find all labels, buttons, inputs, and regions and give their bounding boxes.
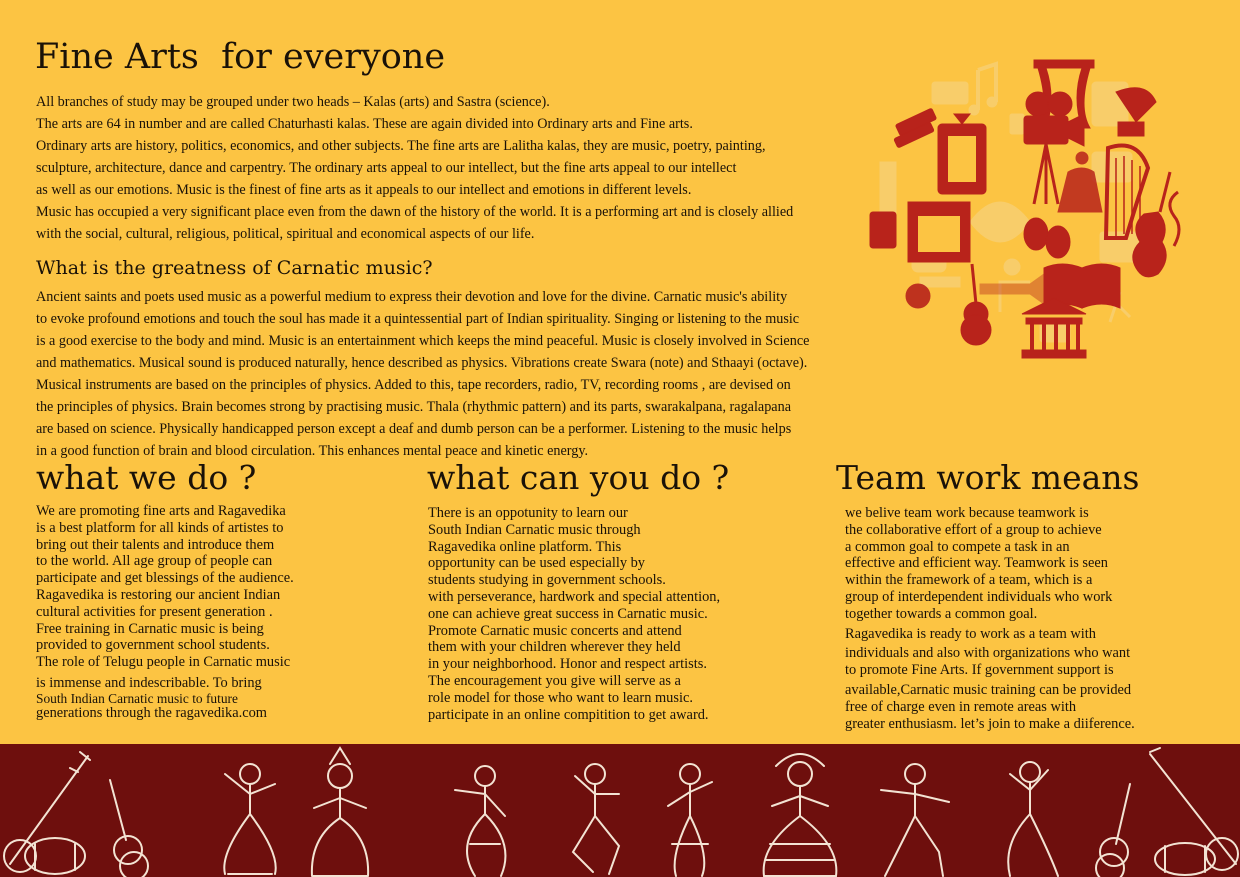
- column-line: opportunity can be used especially by: [428, 555, 645, 572]
- column-line: effective and efficient way. Teamwork is seen: [845, 555, 1108, 572]
- intro-line: sculpture, architecture, dance and carpentry. The ordinary arts appeal to our intellect, but the fine arts appeal to our intellect: [36, 160, 737, 176]
- mridangam-icon: [1155, 843, 1215, 875]
- dancer-figure: [1008, 762, 1058, 876]
- column-line: greater enthusiasm. let’s join to make a diiference.: [845, 715, 1135, 732]
- arts-collage-icon: [860, 52, 1190, 362]
- veena-icon: [1150, 748, 1238, 870]
- column-line: within the framework of a team, which is a: [845, 572, 1093, 589]
- column-line: provided to government school students.: [36, 637, 270, 654]
- greatness-line: and mathematics. Musical sound is produced naturally, hence described as physics. Vibrations create Swara (note) and Sthaayi (octave).: [36, 355, 808, 371]
- greatness-line: in a good function of brain and blood circulation. This enhances mental peace and kinetic energy.: [36, 443, 589, 459]
- column-line: free of charge even in remote areas with: [845, 698, 1077, 715]
- violin-icon: [1133, 172, 1170, 277]
- column-line: role model for those who want to learn music.: [428, 689, 693, 706]
- what-can-you-do-text: [428, 505, 720, 723]
- intro-line: All branches of study may be grouped under two heads – Kalas (arts) and Sastra (science).: [36, 94, 550, 110]
- theatre-masks-icon: [1024, 218, 1070, 258]
- column-line: The encouragement you give will serve as a: [428, 672, 681, 689]
- column-line: together towards a common goal.: [845, 605, 1038, 622]
- column-line: to promote Fine Arts. If government support is: [845, 662, 1114, 679]
- column-line: generations through the ragavedika.com: [36, 704, 267, 721]
- column-line: The role of Telugu people in Carnatic music: [36, 654, 291, 671]
- intro-paragraph: [36, 91, 793, 245]
- team-work-text: [845, 505, 1135, 732]
- mridangam-icon: [25, 838, 85, 874]
- heading-what-we-do: what we do ?: [36, 458, 257, 497]
- column-line: is immense and indescribable. To bring: [36, 674, 262, 691]
- guitar-icon: [1096, 784, 1130, 877]
- column-line: group of interdependent individuals who work: [845, 588, 1113, 605]
- dancers-band: [0, 744, 1240, 877]
- heading-what-can-you-do: what can you do ?: [427, 458, 730, 497]
- greatness-line: the principles of physics. Brain becomes strong by practising music. Thala (rhythmic pattern) and its parts, swarakalpana, ragalapana: [36, 399, 791, 415]
- column-line: participate and get blessings of the audience.: [36, 570, 294, 587]
- column-line: them with your children wherever they held: [428, 639, 681, 656]
- column-line: There is an oppotunity to learn our: [428, 505, 628, 521]
- column-line: Ragavedika online platform. This: [428, 538, 622, 555]
- section-heading-greatness: What is the greatness of Carnatic music?: [36, 257, 433, 279]
- guitar-icon: [961, 264, 991, 345]
- picture-frame-icon: [938, 114, 986, 194]
- dancer-figure: [764, 754, 837, 876]
- column-line: is a best platform for all kinds of artistes to: [36, 519, 284, 536]
- column-line: individuals and also with organizations who want: [845, 645, 1131, 662]
- intro-line: The arts are 64 in number and are called Chaturhasti kalas. These are again divided into Ordinary arts and Fine arts.: [36, 116, 693, 132]
- guitar-icon: [110, 780, 148, 877]
- column-line: bring out their talents and introduce them: [36, 536, 275, 553]
- column-line: Ragavedika is restoring our ancient Indian: [36, 586, 281, 603]
- intro-line: Ordinary arts are history, politics, economics, and other subjects. The fine arts are Lalitha kalas, they are music, poetry, painting,: [36, 138, 766, 154]
- intro-line: Music has occupied a very significant place even from the dawn of the history of the world. It is a performing art and is closely allied: [36, 204, 794, 220]
- greatness-line: to evoke profound emotions and touch the soul has made it a quintessential part of Indian spirituality. Singing or listening to the music: [36, 311, 800, 327]
- column-line: to the world. All age group of people can: [36, 553, 273, 570]
- column-line: with perseverance, hardwork and special attention,: [428, 588, 721, 605]
- dancer-silhouette-icon: [0, 744, 1240, 877]
- column-line: participate in an online compitition to get award.: [428, 706, 709, 723]
- dancer-figure: [573, 764, 619, 874]
- column-line: We are promoting fine arts and Ragavedika: [36, 503, 286, 519]
- temple-building-icon: [1022, 298, 1086, 358]
- intro-line: as well as our emotions. Music is the finest of fine arts as it appeals to our intellect and emotions in different levels.: [36, 182, 692, 198]
- dancer-figure: [224, 764, 275, 874]
- dancer-figure: [668, 764, 712, 876]
- column-line: South Indian Carnatic music to future: [36, 690, 238, 706]
- greatness-line: is a good exercise to the body and mind. Music is an entertainment which keeps the mind peaceful. Music is closely involved in Science: [36, 333, 810, 349]
- column-line: in your neighborhood. Honor and respect artists.: [428, 656, 707, 673]
- column-line: South Indian Carnatic music through: [428, 521, 641, 538]
- column-line: Ragavedika is ready to work as a team with: [845, 625, 1096, 642]
- column-line: available,Carnatic music training can be provided: [845, 681, 1132, 698]
- intro-line: with the social, cultural, religious, political, spiritual and economical aspects of our life.: [36, 226, 535, 242]
- what-we-do-text: [36, 503, 294, 720]
- trumpet-icon: [980, 274, 1044, 304]
- dancer-figure: [312, 748, 368, 876]
- books-icon: [894, 108, 937, 148]
- column-line: students studying in government schools.: [428, 572, 666, 589]
- column-line: the collaborative effort of a group to achieve: [845, 521, 1102, 538]
- greatness-line: Musical instruments are based on the principles of physics. Added to this, tape recorders, radio, TV, recording rooms , are devised on: [36, 377, 791, 393]
- column-line: cultural activities for present generation .: [36, 603, 273, 620]
- dancer-figure: [455, 766, 505, 876]
- dancer-figure: [881, 764, 949, 876]
- greatness-paragraph: [36, 286, 809, 462]
- piano-icon: [932, 82, 968, 104]
- page-title: Fine Arts for everyone: [35, 37, 446, 77]
- column-line: a common goal to compete a task in an: [845, 538, 1070, 555]
- heading-team-work: Team work means: [836, 458, 1140, 497]
- stage-icon: [908, 202, 970, 262]
- column-line: Promote Carnatic music concerts and attend: [428, 622, 682, 639]
- column-line: one can achieve great success in Carnatic music.: [428, 605, 708, 622]
- column-line: we belive team work because teamwork is: [845, 505, 1089, 521]
- column-line: Free training in Carnatic music is being: [36, 620, 264, 637]
- veena-icon: [4, 752, 90, 872]
- treble-clef-icon: [1170, 192, 1179, 246]
- greatness-line: are based on science. Physically handicapped person except a deaf and dumb person can be a performer. Listening to the music helps: [36, 421, 792, 437]
- greatness-line: Ancient saints and poets used music as a powerful medium to express their devotion and love for the divine. Carnatic music's ability: [36, 289, 788, 305]
